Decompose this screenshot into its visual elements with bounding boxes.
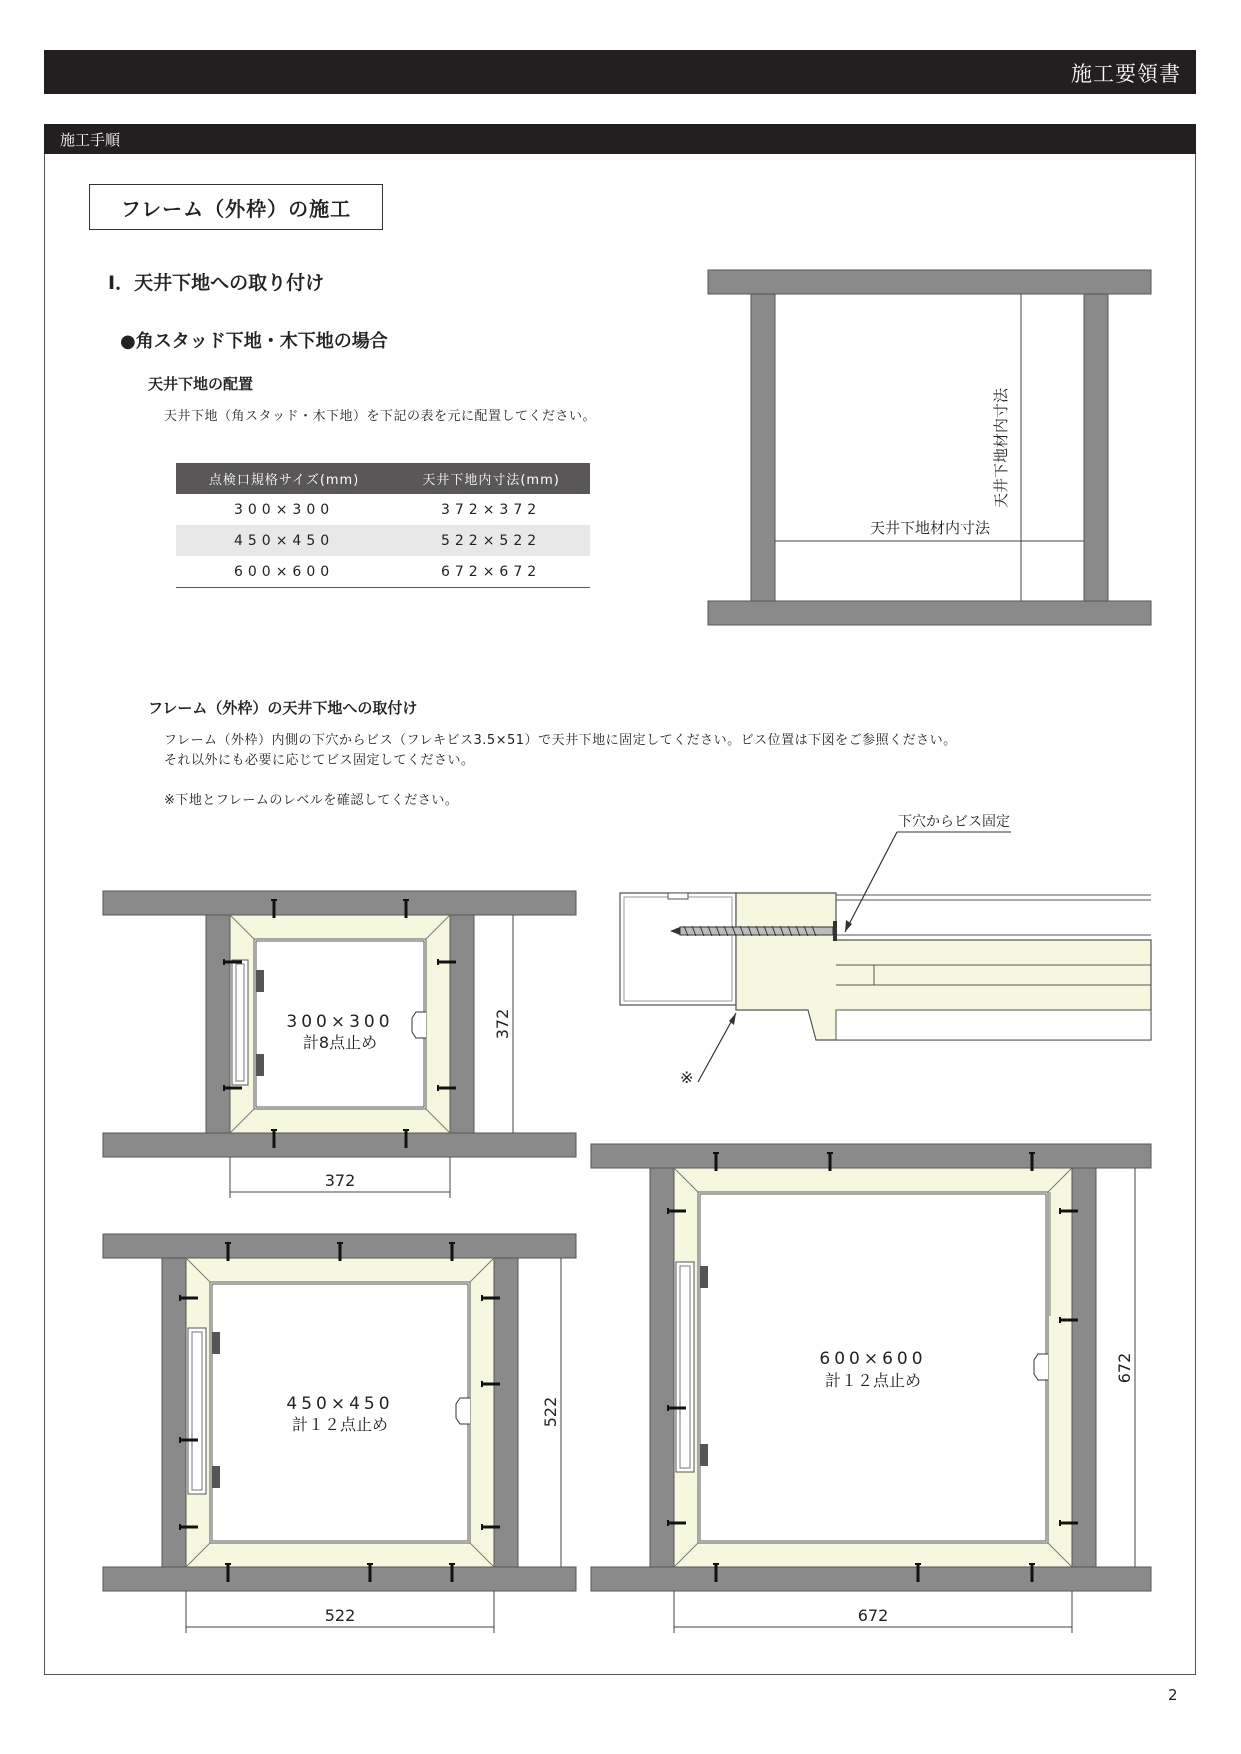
page-number: 2 [1168,1686,1178,1704]
dimension-horizontal: 672 [857,1606,889,1625]
table-header: 天井下地内寸法(mm) [392,463,590,494]
dimension-vertical: 372 [493,1008,512,1040]
plan-size-label: 600×600 [819,1349,927,1369]
table-cell: 522×522 [392,525,590,556]
table-cell: 672×672 [392,556,590,588]
level-note: ※下地とフレームのレベルを確認してください。 [164,793,459,808]
case-heading: ●角スタッド下地・木下地の場合 [120,331,388,352]
plan-size-label: 300×300 [286,1012,394,1032]
section-detail-diagram [620,814,1151,1087]
table-cell: 300×300 [233,501,335,518]
horizontal-dimension-label: 天井下地材内寸法 [869,519,991,537]
subheading-layout: 天井下地の配置 [148,375,254,393]
joist-layout-diagram [708,270,1151,625]
callout-label: 下穴からビス固定 [898,814,1010,830]
table-header: 点検口規格サイズ(mm) [176,463,392,494]
dimension-horizontal: 372 [324,1171,356,1190]
plan-screw-count: 計１２点止め [824,1371,922,1390]
dimension-vertical: 522 [541,1396,560,1428]
dimension-vertical: 672 [1115,1352,1134,1384]
table-cell: 600×600 [176,556,392,588]
boxed-heading: フレーム（外枠）の施工 [89,184,383,230]
table-cell: 372×372 [440,501,542,518]
table-cell: 450×450 [176,525,392,556]
plan-300 [103,891,576,1198]
attach-description-2: それ以外にも必要に応じてビス固定してください。 [164,753,475,768]
attach-description: フレーム（外枠）内側の下穴からビス（フレキビス3.5×51）で天井下地に固定してください。ビス位置は下図をご参照ください。 [164,733,957,748]
asterisk-label: ※ [680,1068,694,1087]
document-title: 施工要領書 [1071,62,1181,86]
plan-screw-count: 計8点止め [302,1033,378,1052]
layout-description: 天井下地（角スタッド・木下地）を下記の表を元に配置してください。 [164,409,597,424]
plan-450 [103,1234,576,1633]
plan-screw-count: 計１２点止め [291,1415,389,1434]
plan-size-label: 450×450 [286,1394,394,1414]
dimension-horizontal: 522 [324,1606,356,1625]
plan-600 [591,1144,1151,1633]
section-label: 施工手順 [60,131,121,149]
vertical-dimension-label: 天井下地材内寸法 [992,387,1010,509]
subheading-attach: フレーム（外枠）の天井下地への取付け [148,699,418,717]
step-heading: I．天井下地への取り付け [108,272,325,294]
